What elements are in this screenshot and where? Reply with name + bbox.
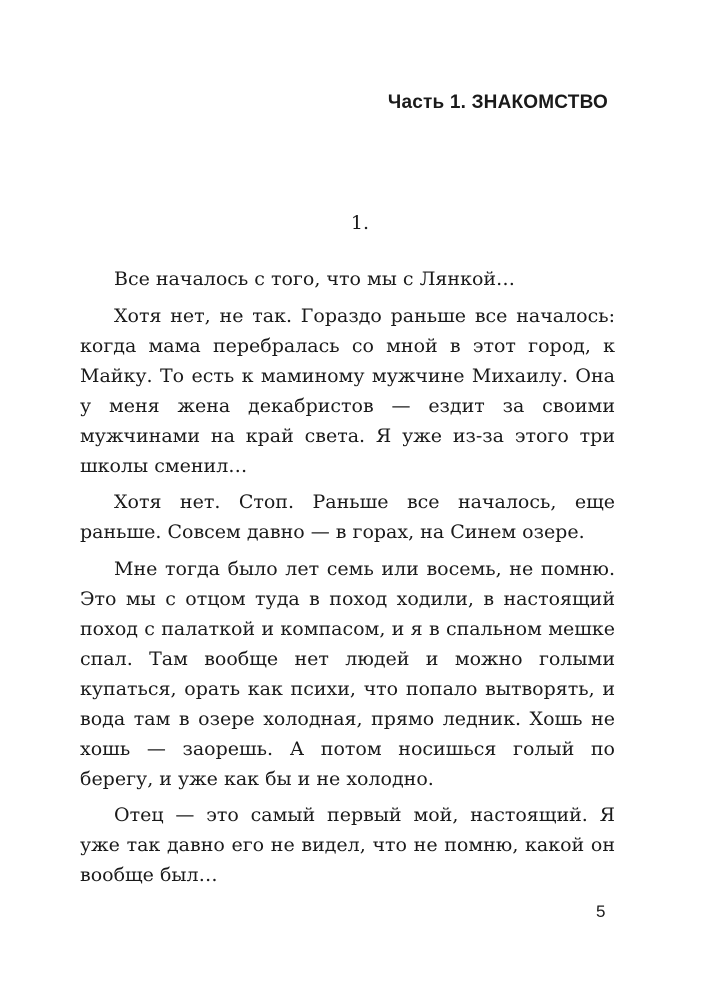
- page-number: 5: [596, 902, 606, 921]
- paragraph: Мне тогда было лет семь или восемь, не помню. Это мы с отцом туда в поход ходили, в настоящий поход с палаткой и компасом, и я в спальном мешке спал. Там вообще нет людей и можно голыми купаться, орать как психи, что попало вытворять, и вода там в озере холодная, прямо ледник. Хошь не хошь — заорешь. А потом носишься голый по берегу, и уже как бы и не холодно.: [80, 557, 615, 790]
- paragraph: Хотя нет. Стоп. Раньше все началось, еще раньше. Совсем давно — в горах, на Синем озере.: [80, 491, 615, 543]
- paragraph: Хотя нет, не так. Гораздо раньше все началось: когда мама перебралась со мной в этот город, к Майку. То есть к маминому мужчине Михаилу. Она у меня жена декабристов — ездит за своими мужчинами на край света. Я уже из-за этого три школы сменил…: [80, 304, 615, 477]
- body-text: [80, 264, 615, 897]
- paragraph: Отец — это самый первый мой, настоящий. Я уже так давно его не видел, что не помню, какой он вообще был…: [80, 804, 615, 886]
- paragraph: Все началось с того, что мы с Лянкой…: [114, 268, 516, 290]
- part-title: Часть 1. ЗНАКОМСТВО: [387, 92, 608, 113]
- chapter-number: 1.: [350, 212, 370, 234]
